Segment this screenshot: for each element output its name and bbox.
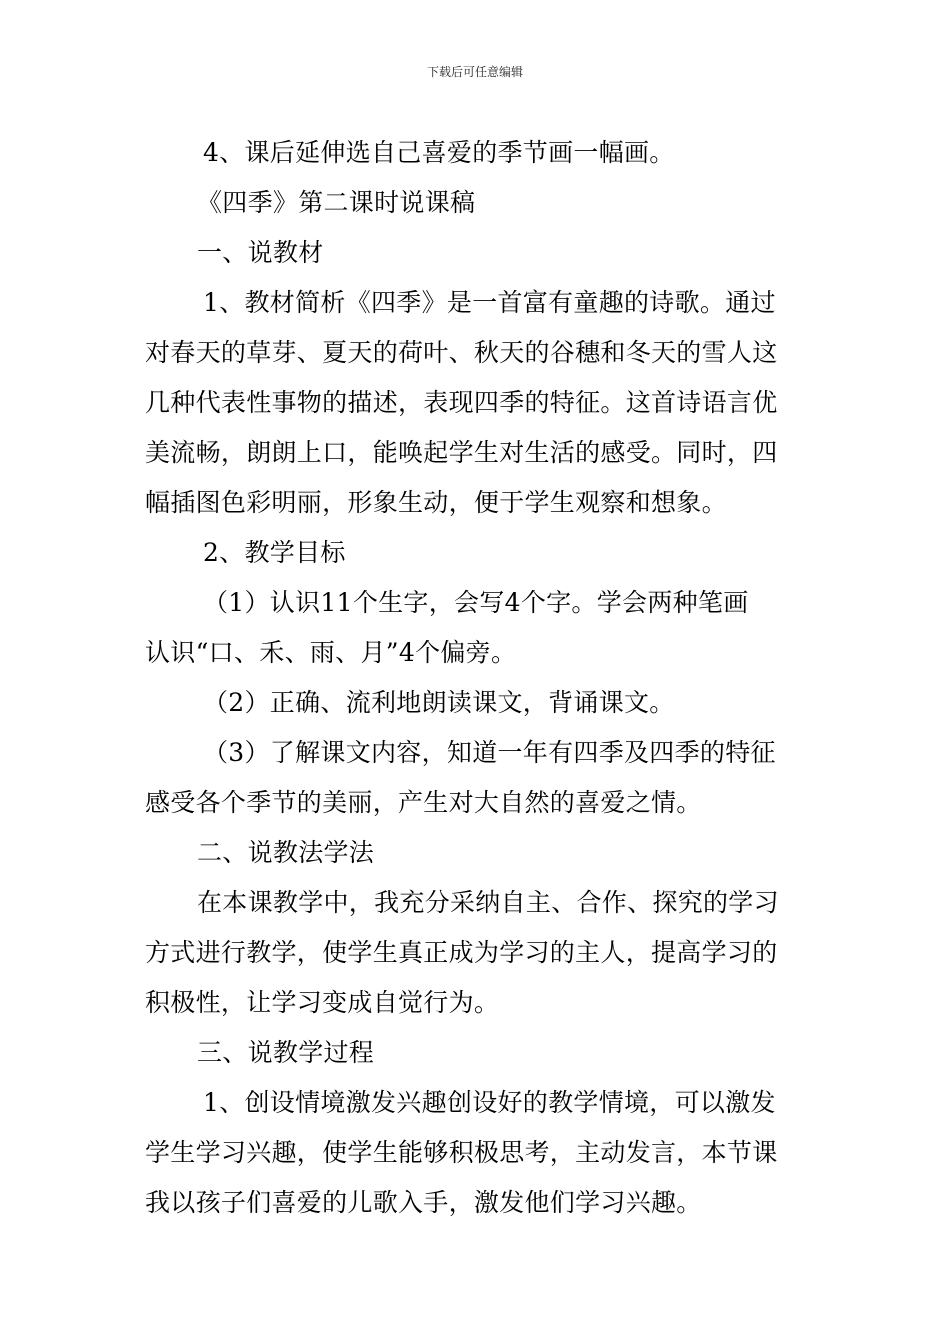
- paragraph-line: 4、课后延伸选自己喜爱的季节画一幅画。: [203, 138, 675, 167]
- section-title: 《四季》第二课时说课稿: [197, 188, 476, 217]
- page-header: 下载后可任意编辑: [426, 65, 523, 79]
- paragraph-line: 感受各个季节的美丽，产生对大自然的喜爱之情。: [145, 788, 702, 817]
- document-body: [145, 128, 810, 1228]
- section-heading: 一、说教材: [197, 238, 324, 267]
- paragraph-line: 几种代表性事物的描述，表现四季的特征。这首诗语言优: [145, 388, 778, 417]
- section-heading: 二、说教法学法: [197, 838, 375, 867]
- paragraph-line: 在本课教学中，我充分采纳自主、合作、探究的学习: [197, 888, 779, 917]
- paragraph-line: 1、创设情境激发兴趣创设好的教学情境，可以激发: [203, 1088, 776, 1117]
- paragraph-line: 方式进行教学，使学生真正成为学习的主人，提高学习的: [145, 938, 778, 967]
- paragraph-line: （1）认识11个生字，会写4个字。学会两种笔画: [203, 588, 749, 617]
- paragraph-line: 认识“口、禾、雨、月”4个偏旁。: [145, 638, 517, 667]
- paragraph-line: 积极性，让学习变成自觉行为。: [145, 988, 500, 1017]
- paragraph-line: 学生学习兴趣，使学生能够积极思考，主动发言，本节课: [145, 1138, 778, 1167]
- section-heading: 三、说教学过程: [197, 1038, 375, 1067]
- paragraph-line: 我以孩子们喜爱的儿歌入手，激发他们学习兴趣。: [145, 1188, 702, 1217]
- paragraph-line: （2）正确、流利地朗读课文，背诵课文。: [203, 688, 675, 717]
- paragraph-line: 幅插图色彩明丽，形象生动，便于学生观察和想象。: [145, 488, 727, 517]
- paragraph-line: 美流畅，朗朗上口，能唤起学生对生活的感受。同时，四: [145, 438, 778, 467]
- subsection-heading: 2、教学目标: [203, 538, 346, 567]
- paragraph-line: （3）了解课文内容，知道一年有四季及四季的特征: [203, 738, 776, 767]
- paragraph-line: 1、教材简析《四季》是一首富有童趣的诗歌。通过: [203, 288, 776, 317]
- paragraph-line: 对春天的草芽、夏天的荷叶、秋天的谷穗和冬天的雪人这: [145, 338, 778, 367]
